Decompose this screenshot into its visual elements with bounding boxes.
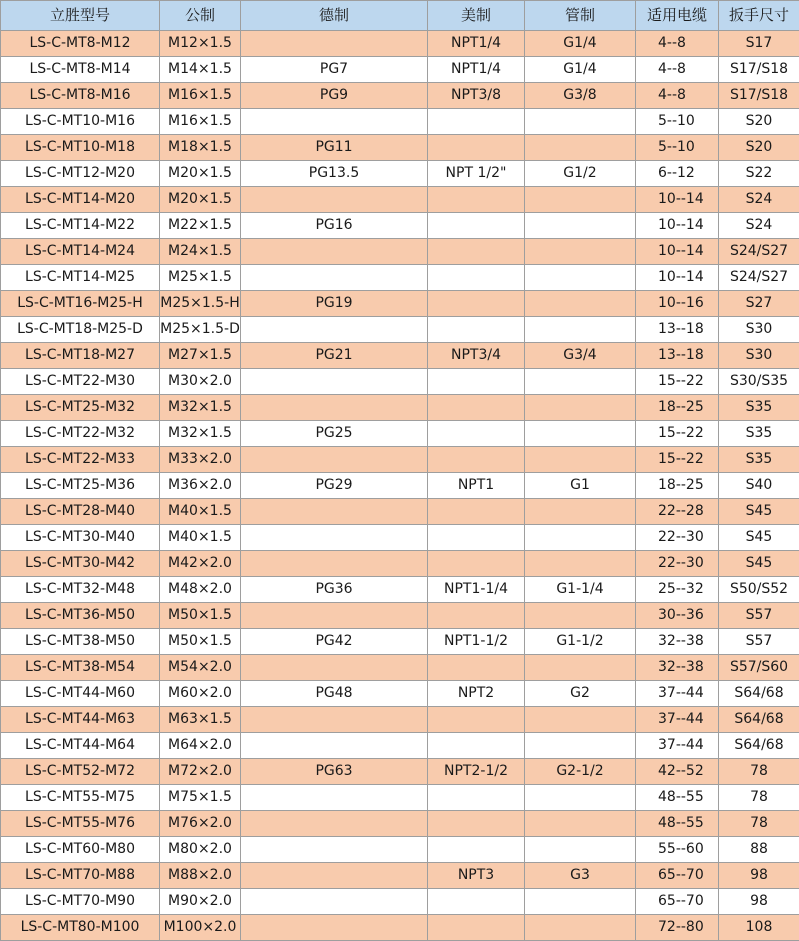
g-cell bbox=[525, 655, 636, 681]
model-cell: LS-C-MT80-M100 bbox=[1, 915, 160, 941]
npt-cell: NPT3/4 bbox=[428, 343, 525, 369]
wrench-cell: 108 bbox=[719, 915, 799, 941]
wrench-cell: S40 bbox=[719, 473, 799, 499]
npt-cell bbox=[428, 499, 525, 525]
model-cell: LS-C-MT70-M90 bbox=[1, 889, 160, 915]
pg-cell: PG19 bbox=[241, 291, 428, 317]
g-cell: G1/2 bbox=[525, 161, 636, 187]
g-cell bbox=[525, 135, 636, 161]
npt-cell bbox=[428, 915, 525, 941]
model-cell: LS-C-MT16-M25-H bbox=[1, 291, 160, 317]
wrench-cell: S17/S18 bbox=[719, 83, 799, 109]
wrench-cell: 98 bbox=[719, 863, 799, 889]
npt-cell bbox=[428, 187, 525, 213]
wrench-cell: 78 bbox=[719, 759, 799, 785]
cable-cell: 22--30 bbox=[636, 551, 719, 577]
npt-cell: NPT1/4 bbox=[428, 57, 525, 83]
model-cell: LS-C-MT25-M32 bbox=[1, 395, 160, 421]
cable-cell: 18--25 bbox=[636, 395, 719, 421]
npt-cell bbox=[428, 707, 525, 733]
metric-cell: M33×2.0 bbox=[160, 447, 241, 473]
cable-cell: 30--36 bbox=[636, 603, 719, 629]
cable-cell: 5--10 bbox=[636, 109, 719, 135]
pg-cell: PG48 bbox=[241, 681, 428, 707]
npt-cell: NPT2-1/2 bbox=[428, 759, 525, 785]
header-pg: 德制 bbox=[241, 1, 428, 31]
table-row bbox=[1, 317, 799, 343]
table-row bbox=[1, 421, 799, 447]
model-cell: LS-C-MT10-M18 bbox=[1, 135, 160, 161]
g-cell bbox=[525, 525, 636, 551]
wrench-cell: S30/S35 bbox=[719, 369, 799, 395]
wrench-cell: S20 bbox=[719, 135, 799, 161]
pg-cell: PG29 bbox=[241, 473, 428, 499]
wrench-cell: S35 bbox=[719, 447, 799, 473]
metric-cell: M64×2.0 bbox=[160, 733, 241, 759]
g-cell: G2 bbox=[525, 681, 636, 707]
g-cell: G2-1/2 bbox=[525, 759, 636, 785]
header-npt: 美制 bbox=[428, 1, 525, 31]
metric-cell: M12×1.5 bbox=[160, 31, 241, 57]
table-row bbox=[1, 343, 799, 369]
metric-cell: M50×1.5 bbox=[160, 603, 241, 629]
g-cell bbox=[525, 837, 636, 863]
model-cell: LS-C-MT38-M50 bbox=[1, 629, 160, 655]
model-cell: LS-C-MT8-M12 bbox=[1, 31, 160, 57]
wrench-cell: S27 bbox=[719, 291, 799, 317]
cable-cell: 48--55 bbox=[636, 811, 719, 837]
model-cell: LS-C-MT28-M40 bbox=[1, 499, 160, 525]
cable-cell: 18--25 bbox=[636, 473, 719, 499]
table-row bbox=[1, 135, 799, 161]
metric-cell: M25×1.5-H bbox=[160, 291, 241, 317]
model-cell: LS-C-MT18-M25-D bbox=[1, 317, 160, 343]
metric-cell: M60×2.0 bbox=[160, 681, 241, 707]
table-row bbox=[1, 213, 799, 239]
npt-cell bbox=[428, 811, 525, 837]
cable-cell: 25--32 bbox=[636, 577, 719, 603]
pg-cell bbox=[241, 915, 428, 941]
table-row bbox=[1, 447, 799, 473]
table-row bbox=[1, 889, 799, 915]
table-row bbox=[1, 499, 799, 525]
g-cell bbox=[525, 447, 636, 473]
pg-cell: PG36 bbox=[241, 577, 428, 603]
cable-cell: 4--8 bbox=[636, 57, 719, 83]
wrench-cell: 88 bbox=[719, 837, 799, 863]
pg-cell bbox=[241, 603, 428, 629]
pg-cell bbox=[241, 499, 428, 525]
metric-cell: M22×1.5 bbox=[160, 213, 241, 239]
table-row bbox=[1, 551, 799, 577]
table-row bbox=[1, 733, 799, 759]
cable-cell: 32--38 bbox=[636, 655, 719, 681]
cable-cell: 65--70 bbox=[636, 863, 719, 889]
g-cell bbox=[525, 499, 636, 525]
g-cell: G1-1/2 bbox=[525, 629, 636, 655]
cable-cell: 13--18 bbox=[636, 343, 719, 369]
g-cell bbox=[525, 603, 636, 629]
g-cell: G1/4 bbox=[525, 31, 636, 57]
table-row bbox=[1, 187, 799, 213]
g-cell bbox=[525, 291, 636, 317]
table-row bbox=[1, 83, 799, 109]
wrench-cell: S35 bbox=[719, 421, 799, 447]
g-cell bbox=[525, 317, 636, 343]
g-cell bbox=[525, 421, 636, 447]
npt-cell bbox=[428, 369, 525, 395]
table-row bbox=[1, 369, 799, 395]
wrench-cell: 78 bbox=[719, 811, 799, 837]
metric-cell: M75×1.5 bbox=[160, 785, 241, 811]
pg-cell bbox=[241, 447, 428, 473]
model-cell: LS-C-MT18-M27 bbox=[1, 343, 160, 369]
g-cell bbox=[525, 889, 636, 915]
model-cell: LS-C-MT22-M32 bbox=[1, 421, 160, 447]
wrench-cell: S20 bbox=[719, 109, 799, 135]
pg-cell bbox=[241, 265, 428, 291]
pg-cell bbox=[241, 837, 428, 863]
metric-cell: M18×1.5 bbox=[160, 135, 241, 161]
wrench-cell: S50/S52 bbox=[719, 577, 799, 603]
table-row bbox=[1, 837, 799, 863]
pg-cell bbox=[241, 889, 428, 915]
pg-cell bbox=[241, 187, 428, 213]
metric-cell: M63×1.5 bbox=[160, 707, 241, 733]
metric-cell: M16×1.5 bbox=[160, 83, 241, 109]
npt-cell: NPT1/4 bbox=[428, 31, 525, 57]
wrench-cell: S24/S27 bbox=[719, 239, 799, 265]
model-cell: LS-C-MT44-M64 bbox=[1, 733, 160, 759]
pg-cell bbox=[241, 317, 428, 343]
model-cell: LS-C-MT14-M24 bbox=[1, 239, 160, 265]
cable-cell: 15--22 bbox=[636, 447, 719, 473]
model-cell: LS-C-MT52-M72 bbox=[1, 759, 160, 785]
pg-cell bbox=[241, 525, 428, 551]
pg-cell bbox=[241, 395, 428, 421]
wrench-cell: S24 bbox=[719, 213, 799, 239]
metric-cell: M80×2.0 bbox=[160, 837, 241, 863]
metric-cell: M24×1.5 bbox=[160, 239, 241, 265]
g-cell bbox=[525, 707, 636, 733]
table-row bbox=[1, 629, 799, 655]
metric-cell: M30×2.0 bbox=[160, 369, 241, 395]
model-cell: LS-C-MT44-M63 bbox=[1, 707, 160, 733]
g-cell: G1 bbox=[525, 473, 636, 499]
wrench-cell: S30 bbox=[719, 317, 799, 343]
metric-cell: M40×1.5 bbox=[160, 525, 241, 551]
table-row bbox=[1, 811, 799, 837]
cable-cell: 10--14 bbox=[636, 239, 719, 265]
npt-cell bbox=[428, 239, 525, 265]
cable-cell: 72--80 bbox=[636, 915, 719, 941]
metric-cell: M40×1.5 bbox=[160, 499, 241, 525]
metric-cell: M76×2.0 bbox=[160, 811, 241, 837]
table-row bbox=[1, 265, 799, 291]
table-row bbox=[1, 915, 799, 941]
npt-cell: NPT 1/2" bbox=[428, 161, 525, 187]
metric-cell: M42×2.0 bbox=[160, 551, 241, 577]
metric-cell: M100×2.0 bbox=[160, 915, 241, 941]
model-cell: LS-C-MT38-M54 bbox=[1, 655, 160, 681]
table-row bbox=[1, 577, 799, 603]
model-cell: LS-C-MT14-M20 bbox=[1, 187, 160, 213]
model-cell: LS-C-MT25-M36 bbox=[1, 473, 160, 499]
npt-cell bbox=[428, 837, 525, 863]
table-row bbox=[1, 395, 799, 421]
wrench-cell: S64/68 bbox=[719, 733, 799, 759]
pg-cell bbox=[241, 785, 428, 811]
table-row bbox=[1, 291, 799, 317]
metric-cell: M25×1.5 bbox=[160, 265, 241, 291]
model-cell: LS-C-MT70-M88 bbox=[1, 863, 160, 889]
g-cell: G3/8 bbox=[525, 83, 636, 109]
header-cable: 适用电缆 bbox=[636, 1, 719, 31]
g-cell bbox=[525, 733, 636, 759]
metric-cell: M36×2.0 bbox=[160, 473, 241, 499]
npt-cell bbox=[428, 525, 525, 551]
wrench-cell: S57 bbox=[719, 603, 799, 629]
pg-cell bbox=[241, 655, 428, 681]
g-cell: G1/4 bbox=[525, 57, 636, 83]
g-cell bbox=[525, 369, 636, 395]
cable-cell: 37--44 bbox=[636, 681, 719, 707]
pg-cell bbox=[241, 863, 428, 889]
metric-cell: M32×1.5 bbox=[160, 421, 241, 447]
npt-cell: NPT2 bbox=[428, 681, 525, 707]
wrench-cell: S45 bbox=[719, 525, 799, 551]
npt-cell bbox=[428, 291, 525, 317]
npt-cell bbox=[428, 551, 525, 577]
model-cell: LS-C-MT10-M16 bbox=[1, 109, 160, 135]
header-wrench: 扳手尺寸 bbox=[719, 1, 799, 31]
table-row bbox=[1, 473, 799, 499]
npt-cell: NPT1-1/4 bbox=[428, 577, 525, 603]
wrench-cell: S57/S60 bbox=[719, 655, 799, 681]
npt-cell bbox=[428, 395, 525, 421]
npt-cell bbox=[428, 317, 525, 343]
g-cell bbox=[525, 811, 636, 837]
pg-cell: PG11 bbox=[241, 135, 428, 161]
metric-cell: M90×2.0 bbox=[160, 889, 241, 915]
npt-cell bbox=[428, 733, 525, 759]
npt-cell: NPT1 bbox=[428, 473, 525, 499]
g-cell: G3 bbox=[525, 863, 636, 889]
g-cell bbox=[525, 265, 636, 291]
cable-cell: 15--22 bbox=[636, 369, 719, 395]
wrench-cell: S64/68 bbox=[719, 681, 799, 707]
table-body bbox=[1, 31, 799, 941]
cable-cell: 10--14 bbox=[636, 187, 719, 213]
header-model: 立胜型号 bbox=[1, 1, 160, 31]
cable-cell: 13--18 bbox=[636, 317, 719, 343]
g-cell: G1-1/4 bbox=[525, 577, 636, 603]
cable-cell: 65--70 bbox=[636, 889, 719, 915]
g-cell bbox=[525, 109, 636, 135]
metric-cell: M14×1.5 bbox=[160, 57, 241, 83]
g-cell bbox=[525, 551, 636, 577]
g-cell bbox=[525, 915, 636, 941]
cable-cell: 22--30 bbox=[636, 525, 719, 551]
table-row bbox=[1, 109, 799, 135]
cable-cell: 42--52 bbox=[636, 759, 719, 785]
model-cell: LS-C-MT36-M50 bbox=[1, 603, 160, 629]
pg-cell bbox=[241, 369, 428, 395]
model-cell: LS-C-MT22-M33 bbox=[1, 447, 160, 473]
model-cell: LS-C-MT55-M75 bbox=[1, 785, 160, 811]
model-cell: LS-C-MT8-M16 bbox=[1, 83, 160, 109]
pg-cell bbox=[241, 239, 428, 265]
model-cell: LS-C-MT55-M76 bbox=[1, 811, 160, 837]
cable-cell: 22--28 bbox=[636, 499, 719, 525]
table-row bbox=[1, 161, 799, 187]
metric-cell: M32×1.5 bbox=[160, 395, 241, 421]
g-cell: G3/4 bbox=[525, 343, 636, 369]
table-row bbox=[1, 239, 799, 265]
pg-cell bbox=[241, 109, 428, 135]
pg-cell: PG7 bbox=[241, 57, 428, 83]
cable-cell: 10--14 bbox=[636, 265, 719, 291]
wrench-cell: S22 bbox=[719, 161, 799, 187]
cable-cell: 5--10 bbox=[636, 135, 719, 161]
model-cell: LS-C-MT30-M42 bbox=[1, 551, 160, 577]
cable-cell: 55--60 bbox=[636, 837, 719, 863]
table-row bbox=[1, 759, 799, 785]
npt-cell bbox=[428, 109, 525, 135]
npt-cell bbox=[428, 785, 525, 811]
wrench-cell: S24/S27 bbox=[719, 265, 799, 291]
wrench-cell: S57 bbox=[719, 629, 799, 655]
metric-cell: M48×2.0 bbox=[160, 577, 241, 603]
npt-cell bbox=[428, 421, 525, 447]
npt-cell bbox=[428, 135, 525, 161]
table-row bbox=[1, 603, 799, 629]
wrench-cell: 78 bbox=[719, 785, 799, 811]
pg-cell: PG21 bbox=[241, 343, 428, 369]
wrench-cell: S64/68 bbox=[719, 707, 799, 733]
header-metric: 公制 bbox=[160, 1, 241, 31]
table-row bbox=[1, 525, 799, 551]
cable-cell: 4--8 bbox=[636, 31, 719, 57]
g-cell bbox=[525, 187, 636, 213]
model-cell: LS-C-MT8-M14 bbox=[1, 57, 160, 83]
pg-cell: PG13.5 bbox=[241, 161, 428, 187]
metric-cell: M20×1.5 bbox=[160, 161, 241, 187]
pg-cell: PG42 bbox=[241, 629, 428, 655]
pg-cell bbox=[241, 551, 428, 577]
cable-cell: 48--55 bbox=[636, 785, 719, 811]
npt-cell: NPT3 bbox=[428, 863, 525, 889]
cable-cell: 6--12 bbox=[636, 161, 719, 187]
npt-cell bbox=[428, 265, 525, 291]
table-row bbox=[1, 863, 799, 889]
wrench-cell: S17/S18 bbox=[719, 57, 799, 83]
table-row bbox=[1, 707, 799, 733]
cable-cell: 4--8 bbox=[636, 83, 719, 109]
model-cell: LS-C-MT14-M25 bbox=[1, 265, 160, 291]
g-cell bbox=[525, 239, 636, 265]
cable-cell: 15--22 bbox=[636, 421, 719, 447]
npt-cell bbox=[428, 447, 525, 473]
metric-cell: M25×1.5-D bbox=[160, 317, 241, 343]
table-row bbox=[1, 57, 799, 83]
wrench-cell: S24 bbox=[719, 187, 799, 213]
cable-cell: 37--44 bbox=[636, 733, 719, 759]
pg-cell: PG25 bbox=[241, 421, 428, 447]
table-row bbox=[1, 785, 799, 811]
table-row bbox=[1, 681, 799, 707]
cable-cell: 10--16 bbox=[636, 291, 719, 317]
header-row bbox=[1, 1, 799, 31]
model-cell: LS-C-MT30-M40 bbox=[1, 525, 160, 551]
pg-cell bbox=[241, 733, 428, 759]
cable-cell: 37--44 bbox=[636, 707, 719, 733]
table-row bbox=[1, 655, 799, 681]
pg-cell bbox=[241, 811, 428, 837]
wrench-cell: S17 bbox=[719, 31, 799, 57]
model-cell: LS-C-MT60-M80 bbox=[1, 837, 160, 863]
pg-cell: PG16 bbox=[241, 213, 428, 239]
metric-cell: M72×2.0 bbox=[160, 759, 241, 785]
model-cell: LS-C-MT12-M20 bbox=[1, 161, 160, 187]
cable-cell: 10--14 bbox=[636, 213, 719, 239]
cable-cell: 32--38 bbox=[636, 629, 719, 655]
pg-cell bbox=[241, 707, 428, 733]
pg-cell: PG63 bbox=[241, 759, 428, 785]
model-cell: LS-C-MT22-M30 bbox=[1, 369, 160, 395]
g-cell bbox=[525, 395, 636, 421]
npt-cell bbox=[428, 213, 525, 239]
npt-cell bbox=[428, 655, 525, 681]
model-cell: LS-C-MT44-M60 bbox=[1, 681, 160, 707]
npt-cell bbox=[428, 603, 525, 629]
wrench-cell: S35 bbox=[719, 395, 799, 421]
wrench-cell: S45 bbox=[719, 551, 799, 577]
metric-cell: M27×1.5 bbox=[160, 343, 241, 369]
npt-cell: NPT3/8 bbox=[428, 83, 525, 109]
wrench-cell: S45 bbox=[719, 499, 799, 525]
metric-cell: M50×1.5 bbox=[160, 629, 241, 655]
model-cell: LS-C-MT14-M22 bbox=[1, 213, 160, 239]
metric-cell: M16×1.5 bbox=[160, 109, 241, 135]
npt-cell: NPT1-1/2 bbox=[428, 629, 525, 655]
metric-cell: M88×2.0 bbox=[160, 863, 241, 889]
g-cell bbox=[525, 213, 636, 239]
pg-cell bbox=[241, 31, 428, 57]
pg-cell: PG9 bbox=[241, 83, 428, 109]
header-g: 管制 bbox=[525, 1, 636, 31]
metric-cell: M20×1.5 bbox=[160, 187, 241, 213]
model-cell: LS-C-MT32-M48 bbox=[1, 577, 160, 603]
metric-cell: M54×2.0 bbox=[160, 655, 241, 681]
wrench-cell: 98 bbox=[719, 889, 799, 915]
g-cell bbox=[525, 785, 636, 811]
wrench-cell: S30 bbox=[719, 343, 799, 369]
npt-cell bbox=[428, 889, 525, 915]
table-row bbox=[1, 31, 799, 57]
